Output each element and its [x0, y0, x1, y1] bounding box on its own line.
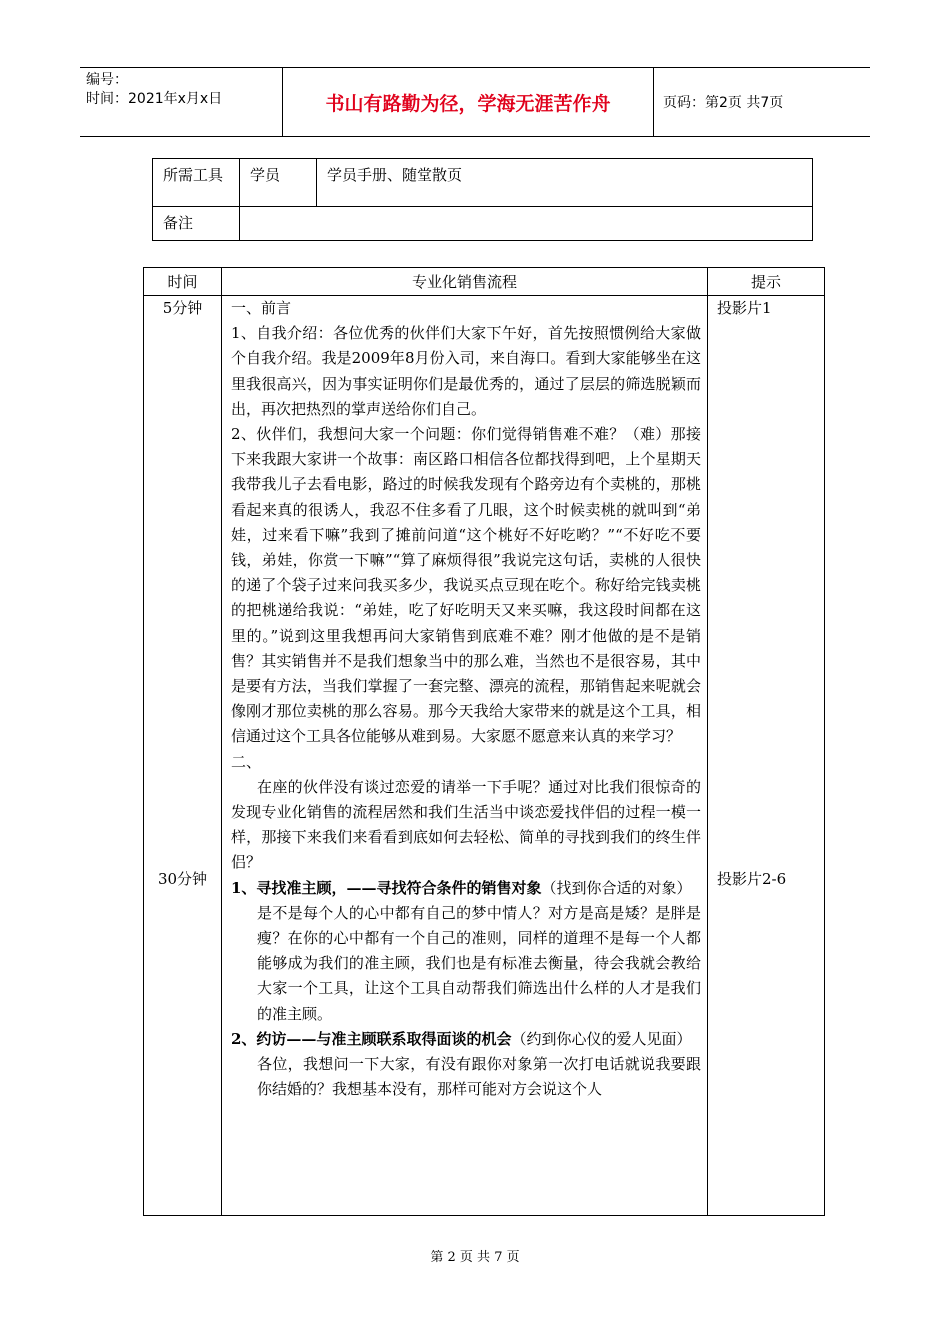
step-1-title: 1、寻找准主顾，——寻找符合条件的销售对象	[231, 878, 542, 897]
tools-trainee: 学员	[250, 166, 281, 184]
tools-table	[152, 158, 813, 241]
section-preface: 一、前言	[231, 299, 292, 317]
paragraph-story: 2、伙伴们，我想问大家一个问题：你们觉得销售难不难？（难）那接下来我跟大家讲一个故事：南区路口相信各位都找得到吧，上个星期天我带我儿子去看电影，路过的时候我发现有个路旁边有个卖桃的，那桃看起来真的很诱人，我忍不住多看了几眼，这个时候卖桃的就叫到“弟娃，过来看下嘛”我到了摊前问道“这个桃好不好吃哟？”“不好吃不要钱，弟娃，你赏一下嘛”“算了麻烦得很”我说完这句话，卖桃的人很快的递了个袋子过来问我买多少，我说买点豆现在吃个。称好给完钱卖桃的把桃递给我说：“弟娃，吃了好吃明天又来买嘛，我这段时间都在这里的。”说到这里我想再问大家销售到底难不难？刚才他做的是不是销售？其实销售并不是我们想象当中的那么难，当然也不是很容易，其中是要有方法，当我们掌握了一套完整、漂亮的流程，那销售起来呢就会像刚才那位卖桃的那么容易。那今天我给大家带来的就是这个工具，相信通过这个工具各位能够从难到易。大家愿不愿意来认真的来学习？	[231, 425, 701, 746]
step-2-note: （约到你心仪的爱人见面）	[511, 1029, 692, 1048]
page-footer: 第 2 页 共 7 页	[430, 1250, 520, 1265]
header-page-number: 页码：第2页 共7页	[663, 95, 784, 111]
process-content	[222, 296, 707, 1103]
header-meta	[80, 68, 283, 136]
paragraph-comparison: 在座的伙伴没有谈过恋爱的请举一下手呢？通过对比我们很惊奇的发现专业化销售的流程居然和我们生活当中谈恋爱找伴侣的过程一模一样，那接下来我们来看看到底如何去轻松、简单的寻找到我们的终生伴侣？	[231, 777, 701, 872]
step-1-note: （找到你合适的对象）	[541, 878, 692, 897]
remarks-label: 备注	[163, 214, 194, 232]
step-2-heading	[231, 1027, 701, 1052]
section-two: 二、	[231, 752, 262, 771]
step-2-body: 各位，我想问一下大家，有没有跟你对象第一次打电话就说我要跟你结婚的？我想基本没有，那样可能对方会说这个人	[257, 1055, 701, 1099]
time-cell-1: 5分钟	[162, 299, 203, 317]
step-2-title: 2、约访——与准主顾联系取得面谈的机会	[231, 1029, 512, 1048]
tools-label: 所需工具	[163, 166, 224, 184]
header-tip: 提示	[750, 273, 781, 291]
page-header	[80, 67, 870, 137]
step-1-heading	[231, 876, 701, 901]
tools-materials: 学员手册、随堂散页	[327, 166, 463, 184]
header-time: 时间	[167, 273, 198, 291]
step-1-body: 是不是每个人的心中都有自己的梦中情人？对方是高是矮？是胖是瘦？在你的心中都有一个自己的准则，同样的道理不是每一个人都能够成为我们的准主顾，我们也是有标准去衡量，待会我就会教给大家一个工具，让这个工具自动帮我们筛选出什么样的人才是我们的准主顾。	[257, 903, 701, 1023]
header-process: 专业化销售流程	[411, 273, 517, 291]
date-label: 时间：2021年x月x日	[86, 91, 223, 107]
header-motto: 书山有路勤为径，学海无涯苦作舟	[283, 68, 654, 136]
tip-cell-1: 投影片1	[717, 299, 772, 317]
tip-cell-2: 投影片2-6	[717, 870, 787, 888]
sales-process-table	[143, 267, 825, 1216]
paragraph-self-intro: 1、自我介绍：各位优秀的伙伴们大家下午好，首先按照惯例给大家做个自我介绍。我是2009年8月份入司，来自海口。看到大家能够坐在这里我很高兴，因为事实证明你们是最优秀的，通过了层层的筛选脱颖而出，再次把热烈的掌声送给你们自己。	[231, 324, 701, 418]
code-label: 编号：	[86, 72, 128, 88]
time-cell-2: 30分钟	[157, 870, 208, 888]
